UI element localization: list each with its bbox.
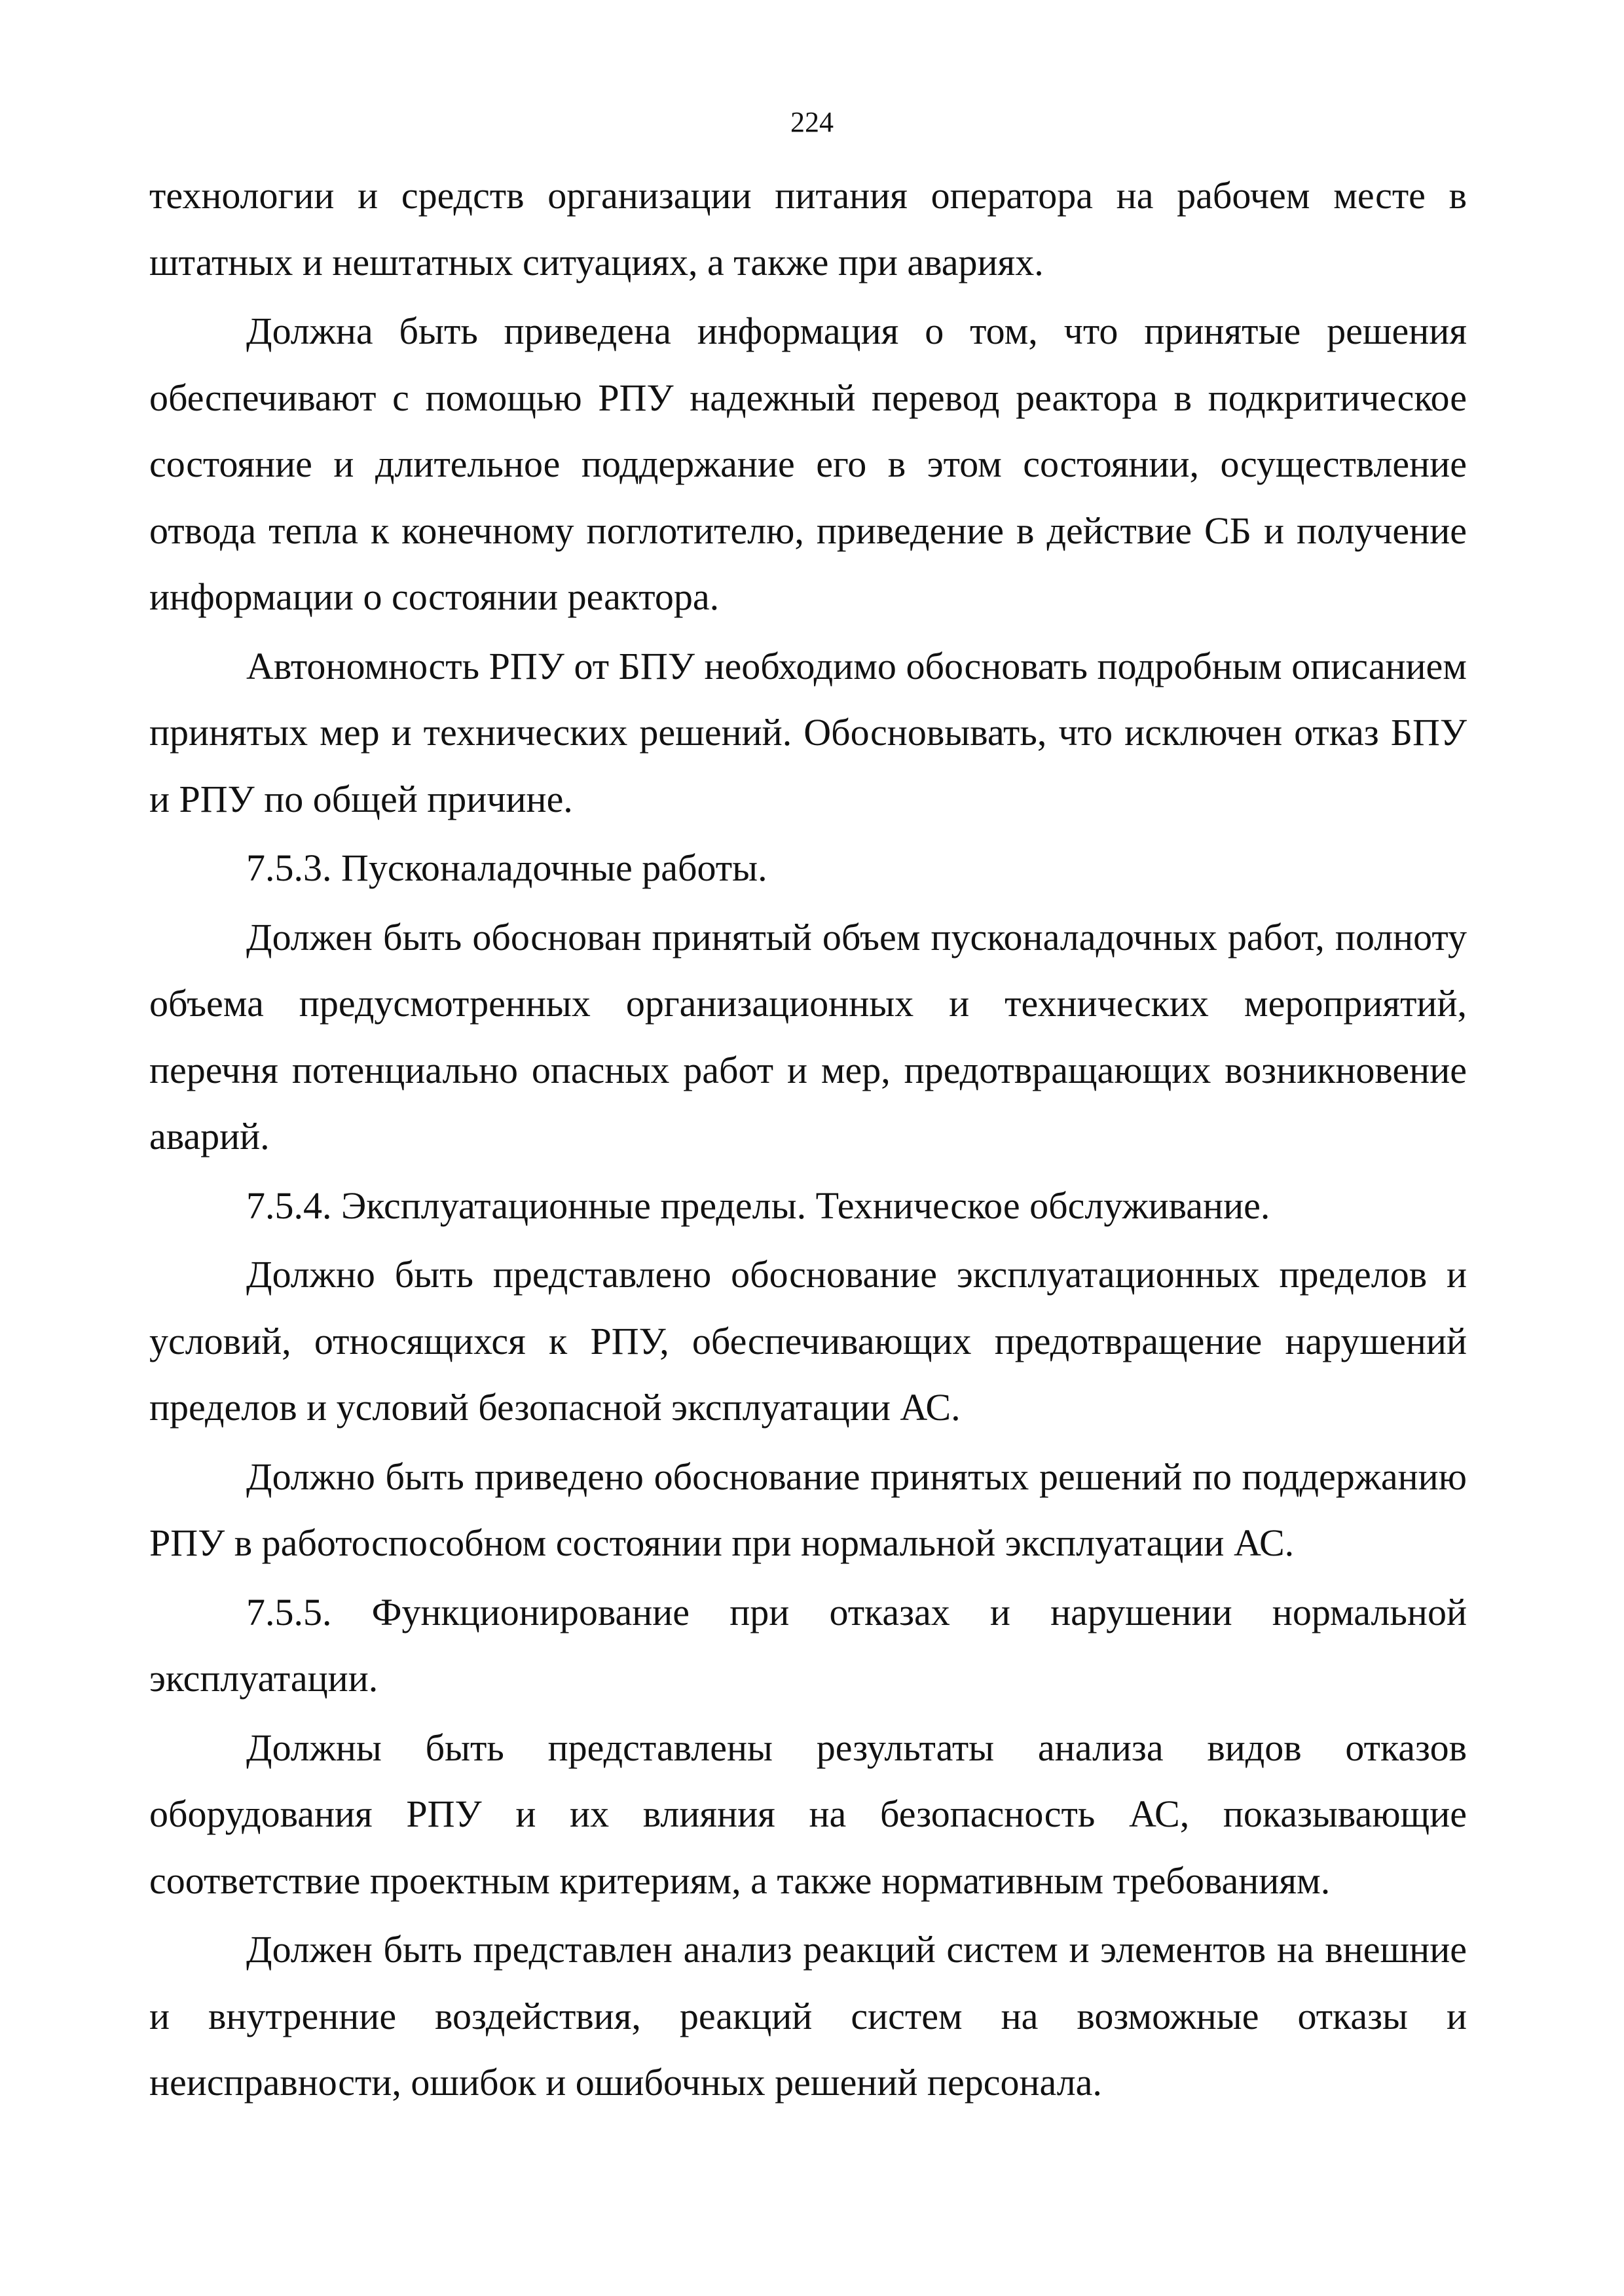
section-heading-7-5-4: 7.5.4. Эксплуатационные пределы. Техническое обслуживание.	[246, 1184, 1270, 1227]
section-heading-7-5-3: 7.5.3. Пусконаладочные работы.	[246, 847, 767, 889]
paragraph-reaction-analysis: Должен быть представлен анализ реакций систем и элементов на внешние и внутренние воздействия, реакций систем на возможные отказы и неисправности, ошибок и ошибочных решений персонала.	[149, 1928, 1467, 2104]
page-number: 224	[790, 106, 834, 138]
paragraph-rpu-decisions: Должна быть приведена информация о том, что принятые решения обеспечивают с помощью РПУ надежный перевод реактора в подкритическое состояние и длительное поддержание его в этом состоянии, осуществление отвода тепла к конечному поглотителю, приведение в действие СБ и получение информации о состоянии реактора.	[149, 310, 1467, 618]
paragraph-commissioning: Должен быть обоснован принятый объем пусконаладочных работ, полноту объема предусмотренных организационных и технических мероприятий, перечня потенциально опасных работ и мер, предотвращающих возникновение аварий.	[149, 915, 1467, 1157]
paragraph-continuation: технологии и средств организации питания оператора на рабочем месте в штатных и нештатных ситуациях, а также при авариях.	[149, 174, 1467, 283]
paragraph-autonomy: Автономность РПУ от БПУ необходимо обосновать подробным описанием принятых мер и технических решений. Обосновывать, что исключен отказ БПУ и РПУ по общей причине.	[149, 644, 1467, 820]
paragraph-failure-analysis: Должны быть представлены результаты анализа видов отказов оборудования РПУ и их влияния на безопасность АС, показывающие соответствие проектным критериям, а также нормативным требованиям.	[149, 1726, 1467, 1902]
section-heading-7-5-5: 7.5.5. Функционирование при отказах и нарушении нормальной эксплуатации.	[149, 1590, 1467, 1700]
document-body	[149, 162, 1467, 2119]
paragraph-operating-limits: Должно быть представлено обоснование эксплуатационных пределов и условий, относящихся к РПУ, обеспечивающих предотвращение нарушений пределов и условий безопасной эксплуатации АС.	[149, 1253, 1467, 1429]
paragraph-maintenance: Должно быть приведено обоснование принятых решений по поддержанию РПУ в работоспособном состоянии при нормальной эксплуатации АС.	[149, 1455, 1467, 1564]
